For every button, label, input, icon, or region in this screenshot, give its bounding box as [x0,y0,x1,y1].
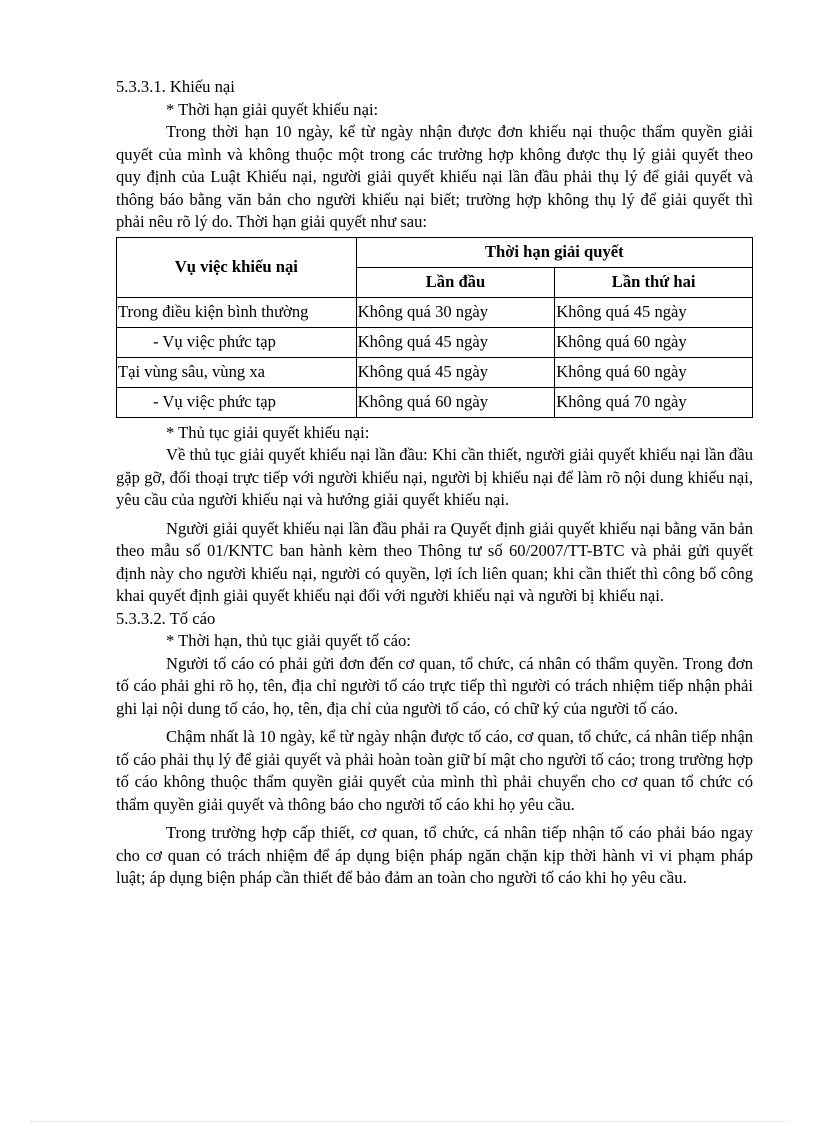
table-row [117,387,753,417]
section-heading-complaints: 5.3.3.1. Khiếu nại [116,77,235,96]
header-second-time: Lần thứ hai [555,267,753,297]
cell-first: Không quá 45 ngày [356,357,555,387]
denunciation-time-limit-title: * Thời hạn, thủ tục giải quyết tố cáo: [166,631,411,650]
cell-second: Không quá 60 ngày [555,357,753,387]
complaint-paragraph-2: Về thủ tục giải quyết khiếu nại lần đầu: Khi cần thiết, người giải quyết khiếu nại lần đầu gặp gỡ, đối thoại trực tiếp với người khiếu nại, người bị khiếu nại để làm rõ nội dung khiếu nại, yêu cầu của người khiếu nại và hướng giải quyết khiếu nại. [116,445,753,509]
complaint-paragraph-1: Trong thời hạn 10 ngày, kể từ ngày nhận được đơn khiếu nại thuộc thẩm quyền giải quyết của mình và không thuộc một trong các trường hợp không được thụ lý giải quyết theo quy định của Luật Khiếu nại, người giải quyết khiếu nại lần đầu phải thụ lý để giải quyết và thông báo bằng văn bản cho người khiếu nại biết; trường hợp không thụ lý để giải quyết thì phải nêu rõ lý do. Thời hạn giải quyết như sau: [116,122,753,231]
header-time-limit: Thời hạn giải quyết [356,237,752,267]
header-first-time: Lần đầu [356,267,555,297]
complaint-deadline-table [116,237,753,418]
cell-second: Không quá 45 ngày [555,297,753,327]
cell-case: - Vụ việc phức tạp [117,387,357,417]
page-bottom-divider [30,1121,786,1122]
table-row [117,297,753,327]
complaint-time-limit-title: * Thời hạn giải quyết khiếu nại: [166,99,379,119]
complaint-paragraph-3: Người giải quyết khiếu nại lần đầu phải ra Quyết định giải quyết khiếu nại bằng văn bản theo mẫu số 01/KNTC ban hành kèm theo Thông tư số 60/2007/TT-BTC và phải gửi quyết định này cho người khiếu nại, người có quyền, lợi ích liên quan; khi cần thiết thì công bố công khai quyết định giải quyết khiếu nại đối với người khiếu nại và người bị khiếu nại. [116,518,753,605]
cell-first: Không quá 60 ngày [356,387,555,417]
cell-first: Không quá 30 ngày [356,297,555,327]
denunciation-paragraph-3: Trong trường hợp cấp thiết, cơ quan, tổ chức, cá nhân tiếp nhận tố cáo phải báo ngay cho cơ quan có trách nhiệm để áp dụng biện pháp ngăn chặn kịp thời hành vi vi phạm pháp luật; áp dụng biện pháp cần thiết để bảo đảm an toàn cho người tố cáo khi họ yêu cầu. [116,823,753,887]
table-header-row [117,237,753,267]
section-heading-denunciation: 5.3.3.2. Tố cáo [116,608,216,628]
cell-second: Không quá 70 ngày [555,387,753,417]
table-row [117,357,753,387]
cell-case: Trong điều kiện bình thường [117,297,357,327]
header-case: Vụ việc khiếu nại [117,237,357,297]
denunciation-paragraph-1: Người tố cáo có phải gửi đơn đến cơ quan, tổ chức, cá nhân có thẩm quyền. Trong đơn tố cáo phải ghi rõ họ, tên, địa chỉ người tố cáo trực tiếp thì người có trách nhiệm tiếp nhận phải ghi lại nội dung tố cáo, họ, tên, địa chỉ của người tố cáo, có chữ ký của người tố cáo. [116,653,753,718]
table-row [117,327,753,357]
cell-second: Không quá 60 ngày [555,327,753,357]
document-page [116,76,753,890]
complaint-procedure-title: * Thủ tục giải quyết khiếu nại: [166,422,370,442]
cell-case: Tại vùng sâu, vùng xa [117,357,357,387]
cell-first: Không quá 45 ngày [356,327,555,357]
cell-case: - Vụ việc phức tạp [117,327,357,357]
denunciation-paragraph-2: Chậm nhất là 10 ngày, kể từ ngày nhận được tố cáo, cơ quan, tổ chức, cá nhân tiếp nhận tố cáo phải thụ lý để giải quyết và phải hoàn toàn giữ bí mật cho người tố cáo; trong trường hợp tố cáo không thuộc thẩm quyền giải quyết của mình thì phải chuyển cho cơ quan tổ chức có thẩm quyền giải quyết và thông báo cho người tố cáo khi họ yêu cầu. [116,727,753,814]
